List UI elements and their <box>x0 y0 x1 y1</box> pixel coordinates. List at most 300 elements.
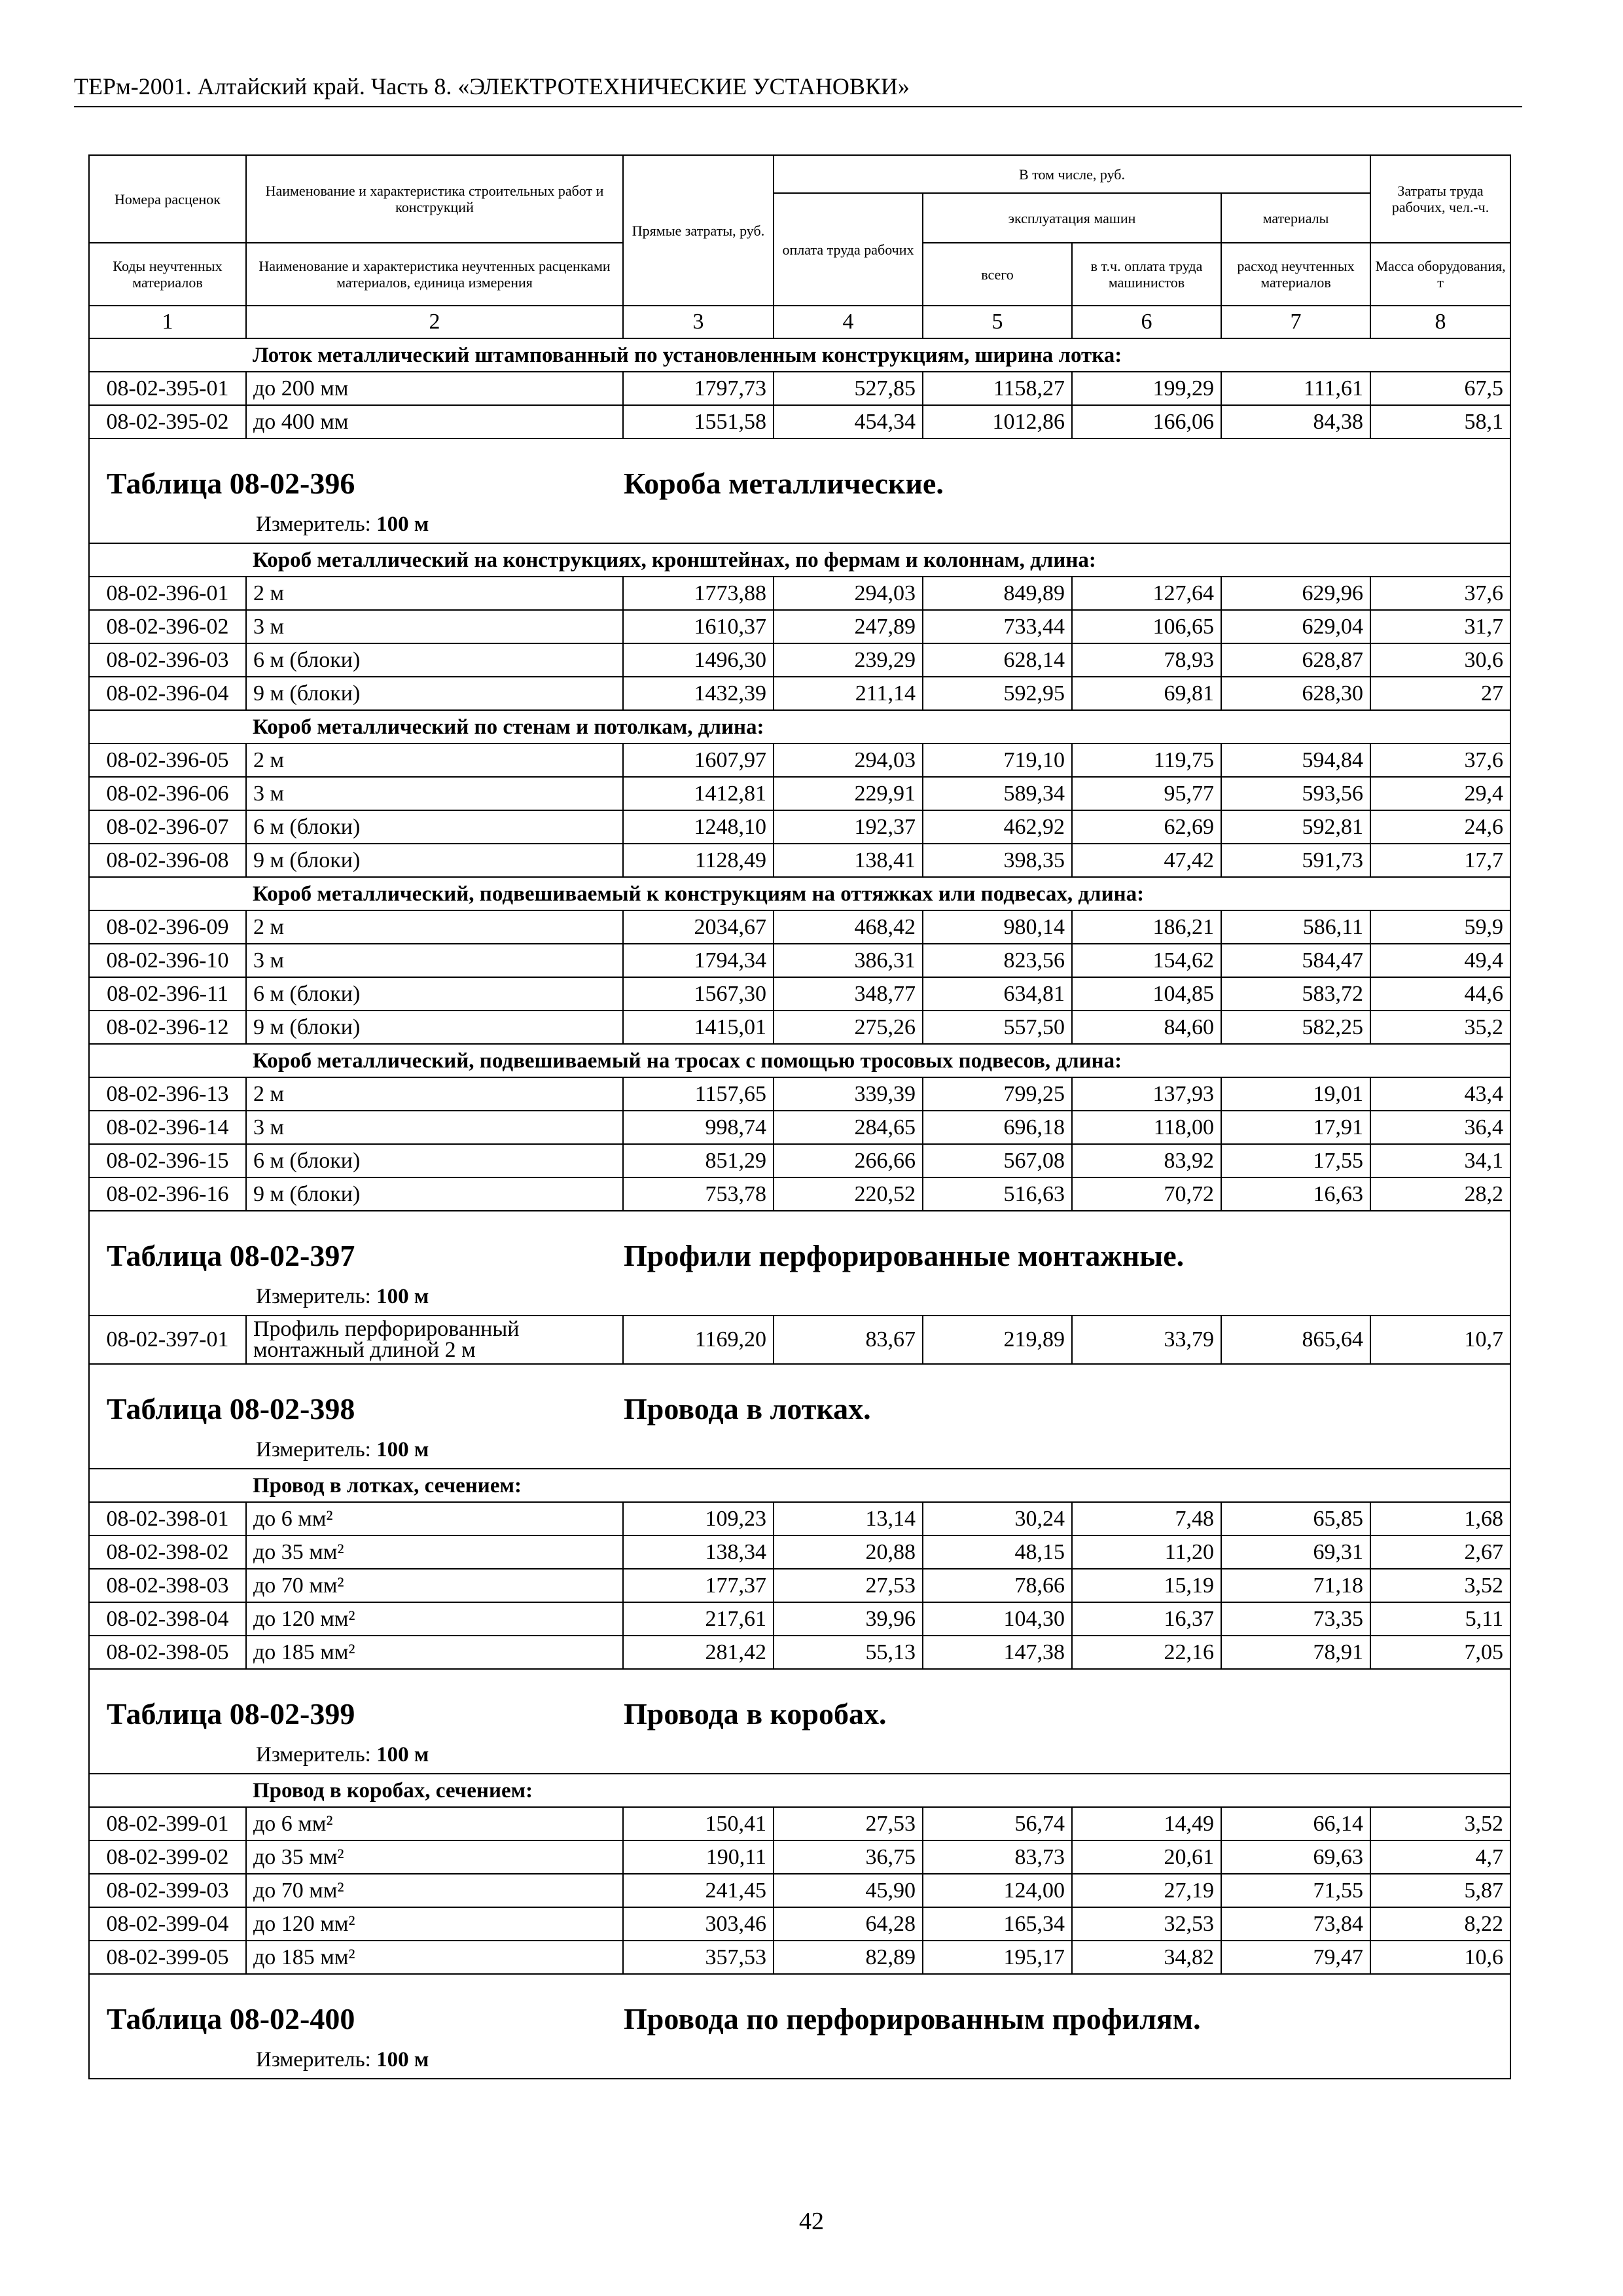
work-name-cell: 3 м <box>246 610 623 643</box>
direct-cost-cell: 1797,73 <box>623 372 774 405</box>
section-table-title: Профили перфорированные монтажные. <box>624 1239 1185 1272</box>
work-name-cell: 9 м (блоки) <box>246 844 623 877</box>
work-name-cell: 2 м <box>246 577 623 610</box>
work-name-cell: до 35 мм² <box>246 1535 623 1569</box>
table-row <box>89 977 1510 1011</box>
section-table-number: Таблица 08-02-398 <box>107 1392 355 1426</box>
work-name-cell: до 400 мм <box>246 405 623 439</box>
labor-pay-cell: 294,03 <box>774 577 923 610</box>
labor-pay-cell: 211,14 <box>774 677 923 710</box>
materials-cost-cell: 629,96 <box>1221 577 1370 610</box>
labor-pay-cell: 27,53 <box>774 1807 923 1840</box>
machines-total-cell: 56,74 <box>923 1807 1072 1840</box>
rate-code-cell: 08-02-399-04 <box>89 1907 246 1941</box>
table-row <box>89 844 1510 877</box>
work-name-cell: до 35 мм² <box>246 1840 623 1874</box>
table-section-header <box>89 1364 1510 1469</box>
materials-cost-cell: 73,35 <box>1221 1602 1370 1636</box>
machines-total-cell: 592,95 <box>923 677 1072 710</box>
materials-cost-cell: 628,30 <box>1221 677 1370 710</box>
rate-code-cell: 08-02-396-03 <box>89 643 246 677</box>
group-heading-row <box>89 710 1510 744</box>
rate-code-cell: 08-02-399-05 <box>89 1941 246 1974</box>
rate-code-cell: 08-02-396-12 <box>89 1011 246 1044</box>
machines-labor-cell: 47,42 <box>1072 844 1221 877</box>
labor-pay-cell: 45,90 <box>774 1874 923 1907</box>
machines-labor-cell: 127,64 <box>1072 577 1221 610</box>
table-row <box>89 1907 1510 1941</box>
rate-code-cell: 08-02-398-02 <box>89 1535 246 1569</box>
table-row <box>89 610 1510 643</box>
labor-hours-cell: 43,4 <box>1370 1077 1510 1111</box>
group-heading: Короб металлический, подвешиваемый на тросах с помощью тросовых подвесов, длина: <box>246 1044 1510 1077</box>
rate-code-cell: 08-02-399-01 <box>89 1807 246 1840</box>
rate-code-cell: 08-02-396-14 <box>89 1111 246 1144</box>
rate-code-cell: 08-02-396-13 <box>89 1077 246 1111</box>
section-header-cell <box>89 439 1510 543</box>
labor-pay-cell: 138,41 <box>774 844 923 877</box>
section-header <box>90 439 1510 543</box>
work-name-cell: до 120 мм² <box>246 1907 623 1941</box>
materials-cost-cell: 69,63 <box>1221 1840 1370 1874</box>
table-row <box>89 1316 1510 1364</box>
table-row <box>89 777 1510 810</box>
table-row <box>89 372 1510 405</box>
table-row <box>89 1636 1510 1669</box>
table-row <box>89 1011 1510 1044</box>
machines-labor-cell: 14,49 <box>1072 1807 1221 1840</box>
rate-code-cell: 08-02-396-09 <box>89 910 246 944</box>
table-row <box>89 810 1510 844</box>
materials-cost-cell: 586,11 <box>1221 910 1370 944</box>
direct-cost-cell: 303,46 <box>623 1907 774 1941</box>
group-heading: Провод в коробах, сечением: <box>246 1774 1510 1807</box>
rates-table <box>88 154 1511 2079</box>
materials-cost-cell: 111,61 <box>1221 372 1370 405</box>
group-heading-spacer <box>89 338 246 372</box>
section-header-cell <box>89 1211 1510 1316</box>
labor-pay-cell: 192,37 <box>774 810 923 844</box>
direct-cost-cell: 1551,58 <box>623 405 774 439</box>
work-name-cell: до 185 мм² <box>246 1636 623 1669</box>
table-section-header <box>89 1211 1510 1316</box>
direct-cost-cell: 190,11 <box>623 1840 774 1874</box>
machines-total-cell: 628,14 <box>923 643 1072 677</box>
machines-labor-cell: 137,93 <box>1072 1077 1221 1111</box>
table-section-header <box>89 1669 1510 1774</box>
work-name-cell: 6 м (блоки) <box>246 977 623 1011</box>
table-row <box>89 744 1510 777</box>
labor-hours-cell: 8,22 <box>1370 1907 1510 1941</box>
section-header-cell <box>89 1669 1510 1774</box>
labor-pay-cell: 83,67 <box>774 1316 923 1364</box>
group-heading-spacer <box>89 1469 246 1502</box>
direct-cost-cell: 1128,49 <box>623 844 774 877</box>
col-index-3: 3 <box>623 306 774 338</box>
direct-cost-cell: 1412,81 <box>623 777 774 810</box>
labor-hours-cell: 36,4 <box>1370 1111 1510 1144</box>
unit-value: 100 м <box>376 1438 429 1462</box>
table-row <box>89 1502 1510 1535</box>
col-name-header: Наименование и характеристика строительных работ и конструкций <box>246 155 623 243</box>
materials-cost-cell: 73,84 <box>1221 1907 1370 1941</box>
group-heading-spacer <box>89 877 246 910</box>
direct-cost-cell: 1496,30 <box>623 643 774 677</box>
labor-hours-cell: 59,9 <box>1370 910 1510 944</box>
section-table-title: Провода по перфорированным профилям. <box>624 2002 1201 2036</box>
machines-total-cell: 195,17 <box>923 1941 1072 1974</box>
table-section-header <box>89 1974 1510 2079</box>
section-table-title: Короба металлические. <box>624 467 944 500</box>
labor-pay-cell: 220,52 <box>774 1177 923 1211</box>
materials-cost-cell: 17,55 <box>1221 1144 1370 1177</box>
direct-cost-cell: 177,37 <box>623 1569 774 1602</box>
rate-code-cell: 08-02-396-08 <box>89 844 246 877</box>
direct-cost-cell: 150,41 <box>623 1807 774 1840</box>
work-name-cell: 9 м (блоки) <box>246 1177 623 1211</box>
work-name-cell: до 6 мм² <box>246 1502 623 1535</box>
machines-labor-cell: 16,37 <box>1072 1602 1221 1636</box>
direct-cost-cell: 1432,39 <box>623 677 774 710</box>
section-header <box>90 1975 1510 2078</box>
machines-total-cell: 124,00 <box>923 1874 1072 1907</box>
labor-pay-cell: 20,88 <box>774 1535 923 1569</box>
labor-hours-cell: 37,6 <box>1370 744 1510 777</box>
rate-code-cell: 08-02-398-03 <box>89 1569 246 1602</box>
direct-cost-cell: 1610,37 <box>623 610 774 643</box>
direct-cost-cell: 1607,97 <box>623 744 774 777</box>
labor-pay-cell: 239,29 <box>774 643 923 677</box>
rate-code-cell: 08-02-396-10 <box>89 944 246 977</box>
work-name-cell: до 200 мм <box>246 372 623 405</box>
labor-hours-cell: 27 <box>1370 677 1510 710</box>
direct-cost-cell: 138,34 <box>623 1535 774 1569</box>
machines-total-cell: 147,38 <box>923 1636 1072 1669</box>
table-row <box>89 1077 1510 1111</box>
machines-labor-cell: 20,61 <box>1072 1840 1221 1874</box>
machines-labor-cell: 84,60 <box>1072 1011 1221 1044</box>
group-heading-row <box>89 877 1510 910</box>
machines-labor-cell: 199,29 <box>1072 372 1221 405</box>
col-index-8: 8 <box>1370 306 1510 338</box>
direct-cost-cell: 998,74 <box>623 1111 774 1144</box>
materials-cost-cell: 66,14 <box>1221 1807 1370 1840</box>
col-index-5: 5 <box>923 306 1072 338</box>
section-unit <box>256 1742 429 1768</box>
machines-labor-cell: 106,65 <box>1072 610 1221 643</box>
rate-code-cell: 08-02-396-06 <box>89 777 246 810</box>
section-unit <box>256 1437 429 1463</box>
materials-cost-cell: 71,18 <box>1221 1569 1370 1602</box>
unit-value: 100 м <box>376 2048 429 2072</box>
labor-hours-cell: 3,52 <box>1370 1807 1510 1840</box>
work-name-cell: 6 м (блоки) <box>246 810 623 844</box>
machines-labor-cell: 33,79 <box>1072 1316 1221 1364</box>
labor-pay-cell: 284,65 <box>774 1111 923 1144</box>
table-row <box>89 577 1510 610</box>
labor-hours-cell: 44,6 <box>1370 977 1510 1011</box>
machines-labor-cell: 70,72 <box>1072 1177 1221 1211</box>
materials-cost-cell: 79,47 <box>1221 1941 1370 1974</box>
work-name-cell: 9 м (блоки) <box>246 677 623 710</box>
machines-total-cell: 567,08 <box>923 1144 1072 1177</box>
rate-code-cell: 08-02-395-01 <box>89 372 246 405</box>
labor-hours-cell: 24,6 <box>1370 810 1510 844</box>
machines-labor-cell: 83,92 <box>1072 1144 1221 1177</box>
table-row <box>89 944 1510 977</box>
materials-cost-cell: 865,64 <box>1221 1316 1370 1364</box>
machines-total-cell: 516,63 <box>923 1177 1072 1211</box>
work-name-cell: до 70 мм² <box>246 1569 623 1602</box>
direct-cost-cell: 851,29 <box>623 1144 774 1177</box>
machines-total-cell: 48,15 <box>923 1535 1072 1569</box>
unit-value: 100 м <box>376 1743 429 1767</box>
machines-labor-cell: 32,53 <box>1072 1907 1221 1941</box>
labor-pay-cell: 229,91 <box>774 777 923 810</box>
labor-pay-cell: 348,77 <box>774 977 923 1011</box>
col-incl-header: В том числе, руб. <box>774 155 1370 193</box>
work-name-cell: 6 м (блоки) <box>246 1144 623 1177</box>
col-index-4: 4 <box>774 306 923 338</box>
group-heading: Провод в лотках, сечением: <box>246 1469 1510 1502</box>
labor-pay-cell: 527,85 <box>774 372 923 405</box>
table-row <box>89 910 1510 944</box>
group-heading-row <box>89 543 1510 577</box>
direct-cost-cell: 1567,30 <box>623 977 774 1011</box>
table-row <box>89 405 1510 439</box>
materials-cost-cell: 591,73 <box>1221 844 1370 877</box>
machines-labor-cell: 62,69 <box>1072 810 1221 844</box>
labor-hours-cell: 4,7 <box>1370 1840 1510 1874</box>
labor-hours-cell: 10,7 <box>1370 1316 1510 1364</box>
labor-hours-cell: 37,6 <box>1370 577 1510 610</box>
labor-hours-cell: 3,52 <box>1370 1569 1510 1602</box>
group-heading-row <box>89 1044 1510 1077</box>
section-table-title: Провода в коробах. <box>624 1697 887 1731</box>
section-unit <box>256 511 429 537</box>
section-table-number: Таблица 08-02-400 <box>107 2002 355 2036</box>
unit-value: 100 м <box>376 512 429 536</box>
direct-cost-cell: 109,23 <box>623 1502 774 1535</box>
labor-pay-cell: 36,75 <box>774 1840 923 1874</box>
direct-cost-cell: 281,42 <box>623 1636 774 1669</box>
labor-pay-cell: 468,42 <box>774 910 923 944</box>
col-code-sub-header: Коды неучтенных материалов <box>89 243 246 306</box>
labor-hours-cell: 30,6 <box>1370 643 1510 677</box>
unit-label: Измеритель: <box>256 512 377 536</box>
machines-labor-cell: 11,20 <box>1072 1535 1221 1569</box>
labor-hours-cell: 67,5 <box>1370 372 1510 405</box>
section-unit <box>256 1283 429 1310</box>
header-row-1 <box>89 155 1510 193</box>
machines-total-cell: 104,30 <box>923 1602 1072 1636</box>
direct-cost-cell: 1248,10 <box>623 810 774 844</box>
direct-cost-cell: 2034,67 <box>623 910 774 944</box>
rate-code-cell: 08-02-399-03 <box>89 1874 246 1907</box>
materials-cost-cell: 593,56 <box>1221 777 1370 810</box>
labor-hours-cell: 5,11 <box>1370 1602 1510 1636</box>
group-heading-spacer <box>89 710 246 744</box>
materials-cost-cell: 78,91 <box>1221 1636 1370 1669</box>
group-heading-row <box>89 338 1510 372</box>
group-heading-spacer <box>89 1774 246 1807</box>
rate-code-cell: 08-02-398-04 <box>89 1602 246 1636</box>
rate-code-cell: 08-02-396-02 <box>89 610 246 643</box>
section-header-cell <box>89 1364 1510 1469</box>
labor-hours-cell: 2,67 <box>1370 1535 1510 1569</box>
col-machines-labor-header: в т.ч. оплата труда машинистов <box>1072 243 1221 306</box>
labor-hours-cell: 58,1 <box>1370 405 1510 439</box>
rate-code-cell: 08-02-396-07 <box>89 810 246 844</box>
col-index-2: 2 <box>246 306 623 338</box>
table-row <box>89 1807 1510 1840</box>
labor-pay-cell: 275,26 <box>774 1011 923 1044</box>
materials-cost-cell: 65,85 <box>1221 1502 1370 1535</box>
unit-label: Измеритель: <box>256 2048 377 2072</box>
running-header: ТЕРм-2001. Алтайский край. Часть 8. «ЭЛЕКТРОТЕХНИЧЕСКИЕ УСТАНОВКИ» <box>74 72 1522 107</box>
work-name-cell: 2 м <box>246 1077 623 1111</box>
direct-cost-cell: 1415,01 <box>623 1011 774 1044</box>
group-heading-spacer <box>89 543 246 577</box>
machines-labor-cell: 95,77 <box>1072 777 1221 810</box>
rate-code-cell: 08-02-395-02 <box>89 405 246 439</box>
col-labor-header: оплата труда рабочих <box>774 193 923 306</box>
machines-labor-cell: 154,62 <box>1072 944 1221 977</box>
table-row <box>89 677 1510 710</box>
machines-total-cell: 78,66 <box>923 1569 1072 1602</box>
machines-total-cell: 696,18 <box>923 1111 1072 1144</box>
materials-cost-cell: 16,63 <box>1221 1177 1370 1211</box>
rate-code-cell: 08-02-398-01 <box>89 1502 246 1535</box>
work-name-cell: до 185 мм² <box>246 1941 623 1974</box>
machines-total-cell: 1012,86 <box>923 405 1072 439</box>
machines-total-cell: 733,44 <box>923 610 1072 643</box>
table-body <box>89 155 1510 2079</box>
section-header <box>90 1365 1510 1468</box>
rates-table-wrapper <box>88 154 1510 2079</box>
materials-cost-cell: 594,84 <box>1221 744 1370 777</box>
materials-cost-cell: 592,81 <box>1221 810 1370 844</box>
work-name-cell: до 120 мм² <box>246 1602 623 1636</box>
work-name-cell: 3 м <box>246 1111 623 1144</box>
materials-cost-cell: 583,72 <box>1221 977 1370 1011</box>
rate-code-cell: 08-02-396-11 <box>89 977 246 1011</box>
table-row <box>89 1569 1510 1602</box>
machines-labor-cell: 166,06 <box>1072 405 1221 439</box>
materials-cost-cell: 584,47 <box>1221 944 1370 977</box>
col-machines-header: эксплуатация машин <box>923 193 1221 243</box>
section-header <box>90 1670 1510 1773</box>
col-machines-total-header: всего <box>923 243 1072 306</box>
labor-hours-cell: 5,87 <box>1370 1874 1510 1907</box>
machines-labor-cell: 118,00 <box>1072 1111 1221 1144</box>
work-name-cell: 2 м <box>246 910 623 944</box>
col-materials-sub-header: расход неучтенных материалов <box>1221 243 1370 306</box>
machines-labor-cell: 27,19 <box>1072 1874 1221 1907</box>
labor-hours-cell: 35,2 <box>1370 1011 1510 1044</box>
unit-label: Измеритель: <box>256 1743 377 1767</box>
col-index-7: 7 <box>1221 306 1370 338</box>
labor-pay-cell: 64,28 <box>774 1907 923 1941</box>
machines-total-cell: 1158,27 <box>923 372 1072 405</box>
machines-total-cell: 849,89 <box>923 577 1072 610</box>
section-table-number: Таблица 08-02-396 <box>107 467 355 500</box>
group-heading: Короб металлический, подвешиваемый к конструкциям на оттяжках или подвесах, длина: <box>246 877 1510 910</box>
labor-pay-cell: 339,39 <box>774 1077 923 1111</box>
col-direct-header: Прямые затраты, руб. <box>623 155 774 306</box>
rate-code-cell: 08-02-396-05 <box>89 744 246 777</box>
direct-cost-cell: 1794,34 <box>623 944 774 977</box>
direct-cost-cell: 217,61 <box>623 1602 774 1636</box>
labor-pay-cell: 13,14 <box>774 1502 923 1535</box>
col-code-header: Номера расценок <box>89 155 246 243</box>
section-table-number: Таблица 08-02-397 <box>107 1239 355 1272</box>
machines-total-cell: 980,14 <box>923 910 1072 944</box>
labor-pay-cell: 386,31 <box>774 944 923 977</box>
machines-total-cell: 462,92 <box>923 810 1072 844</box>
machines-total-cell: 823,56 <box>923 944 1072 977</box>
labor-hours-cell: 49,4 <box>1370 944 1510 977</box>
machines-total-cell: 165,34 <box>923 1907 1072 1941</box>
table-row <box>89 1111 1510 1144</box>
table-row <box>89 1177 1510 1211</box>
labor-hours-cell: 10,6 <box>1370 1941 1510 1974</box>
direct-cost-cell: 1169,20 <box>623 1316 774 1364</box>
col-index-1: 1 <box>89 306 246 338</box>
work-name-cell: 6 м (блоки) <box>246 643 623 677</box>
materials-cost-cell: 628,87 <box>1221 643 1370 677</box>
rate-code-cell: 08-02-397-01 <box>89 1316 246 1364</box>
labor-hours-cell: 29,4 <box>1370 777 1510 810</box>
group-heading: Лоток металлический штампованный по установленным конструкциям, ширина лотка: <box>246 338 1510 372</box>
materials-cost-cell: 582,25 <box>1221 1011 1370 1044</box>
work-name-cell: 9 м (блоки) <box>246 1011 623 1044</box>
machines-labor-cell: 15,19 <box>1072 1569 1221 1602</box>
column-index-row <box>89 306 1510 338</box>
group-heading-spacer <box>89 1044 246 1077</box>
machines-labor-cell: 22,16 <box>1072 1636 1221 1669</box>
work-name-cell: Профиль перфорированный монтажный длиной 2 м <box>246 1316 623 1364</box>
machines-total-cell: 30,24 <box>923 1502 1072 1535</box>
work-name-cell: до 70 мм² <box>246 1874 623 1907</box>
materials-cost-cell: 19,01 <box>1221 1077 1370 1111</box>
materials-cost-cell: 17,91 <box>1221 1111 1370 1144</box>
rate-code-cell: 08-02-399-02 <box>89 1840 246 1874</box>
direct-cost-cell: 357,53 <box>623 1941 774 1974</box>
labor-pay-cell: 454,34 <box>774 405 923 439</box>
materials-cost-cell: 84,38 <box>1221 405 1370 439</box>
machines-total-cell: 634,81 <box>923 977 1072 1011</box>
group-heading-row <box>89 1469 1510 1502</box>
col-mass-header: Масса оборудования, т <box>1370 243 1510 306</box>
materials-cost-cell: 69,31 <box>1221 1535 1370 1569</box>
machines-total-cell: 719,10 <box>923 744 1072 777</box>
page-number: 42 <box>799 2208 824 2235</box>
rate-code-cell: 08-02-396-04 <box>89 677 246 710</box>
materials-cost-cell: 71,55 <box>1221 1874 1370 1907</box>
section-table-number: Таблица 08-02-399 <box>107 1697 355 1731</box>
table-row <box>89 643 1510 677</box>
machines-labor-cell: 7,48 <box>1072 1502 1221 1535</box>
rate-code-cell: 08-02-396-15 <box>89 1144 246 1177</box>
machines-labor-cell: 186,21 <box>1072 910 1221 944</box>
unit-label: Измеритель: <box>256 1438 377 1462</box>
labor-hours-cell: 31,7 <box>1370 610 1510 643</box>
direct-cost-cell: 241,45 <box>623 1874 774 1907</box>
machines-labor-cell: 78,93 <box>1072 643 1221 677</box>
direct-cost-cell: 1773,88 <box>623 577 774 610</box>
labor-pay-cell: 294,03 <box>774 744 923 777</box>
